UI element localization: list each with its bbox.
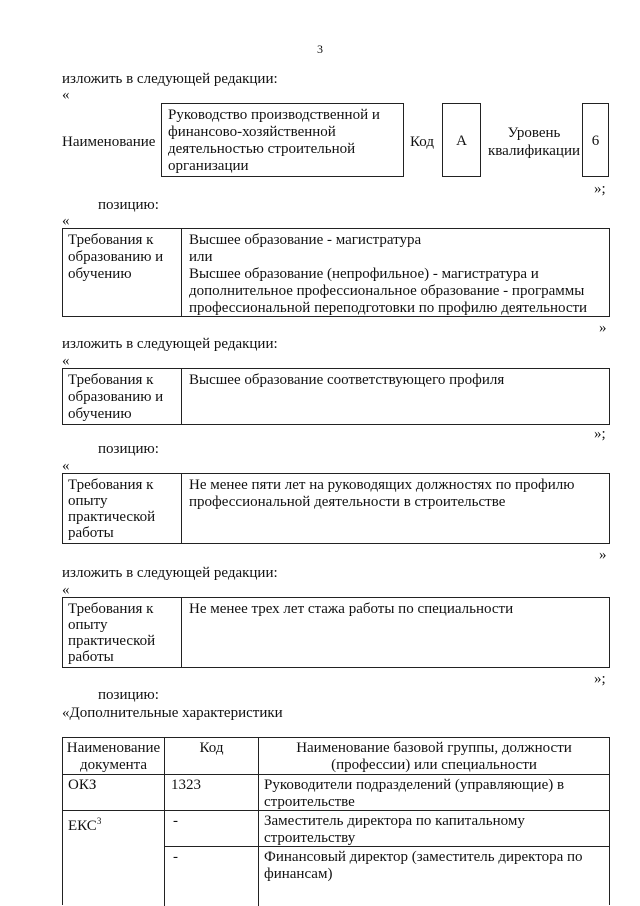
req-label: работы: [68, 649, 114, 665]
table-row-name: финансам): [264, 866, 333, 882]
req-label: работы: [68, 525, 114, 541]
table-row-code: -: [173, 849, 178, 865]
naimenovanie-label: Наименование: [62, 134, 156, 150]
header-doc: документа: [79, 757, 148, 773]
column-divider: [181, 369, 182, 424]
uroven-label: квалификации: [487, 143, 581, 159]
open-quote: «: [62, 582, 70, 598]
req-value: Высшее образование (непрофильное) - магистратура и: [189, 266, 539, 282]
open-quote: «: [62, 213, 70, 229]
header-doc: Наименование: [66, 740, 161, 756]
dop-title: «Дополнительные характеристики: [62, 705, 283, 721]
column-divider: [181, 229, 182, 316]
req-label: Требования к: [68, 477, 154, 493]
close-quote: »;: [594, 671, 606, 687]
req-value: Высшее образование - магистратура: [189, 232, 422, 248]
req-label: практической: [68, 509, 156, 525]
intro-edit-1: изложить в следующей редакции:: [62, 71, 278, 87]
row-divider: [63, 774, 609, 775]
header-name: (профессии) или специальности: [331, 757, 537, 773]
close-quote: »;: [594, 181, 606, 197]
naimenovanie-line: Руководство производственной и: [168, 107, 380, 123]
naimenovanie-line: организации: [168, 158, 249, 174]
req-value: Не менее трех лет стажа работы по специальности: [189, 601, 514, 617]
req-label: опыту: [68, 617, 108, 633]
req-label: образованию и: [68, 389, 164, 405]
table-row-doc: ОКЗ: [68, 777, 97, 793]
intro-edit-2: изложить в следующей редакции:: [62, 336, 278, 352]
requirements-table-1: [62, 228, 610, 317]
naimenovanie-line: деятельностью строительной: [168, 141, 356, 157]
close-quote: »: [599, 320, 607, 336]
table-row-name: строительству: [264, 830, 356, 846]
column-divider: [181, 474, 182, 543]
table-row-name: Финансовый директор (заместитель директора по: [264, 849, 583, 865]
open-quote: «: [62, 353, 70, 369]
kod-label: Код: [410, 134, 434, 150]
req-value: профессиональной деятельности в строительстве: [189, 494, 506, 510]
uroven-label: Уровень: [507, 125, 561, 141]
naimenovanie-box: [161, 103, 404, 177]
requirements-table-2: [62, 368, 610, 425]
dop-table: [62, 737, 610, 905]
requirements-table-3: [62, 473, 610, 544]
intro-position: позицию:: [98, 197, 159, 213]
column-divider: [181, 598, 182, 667]
table-row-doc: ЕКС$^3$: [68, 816, 102, 834]
open-quote: «: [62, 458, 70, 474]
requirements-table-4: [62, 597, 610, 668]
header-name: Наименование базовой группы, должности: [296, 740, 572, 756]
intro-position: позицию:: [98, 687, 159, 703]
req-label: Требования к: [68, 232, 154, 248]
req-value: дополнительное профессиональное образование - программы: [189, 283, 585, 299]
req-label: Требования к: [68, 601, 154, 617]
req-value: Не менее пяти лет на руководящих должностях по профилю: [189, 477, 575, 493]
table-row-name: Руководители подразделений (управляющие) в: [264, 777, 565, 793]
row-divider: [164, 846, 609, 847]
req-label: образованию и: [68, 249, 164, 265]
req-label: практической: [68, 633, 156, 649]
table-row-name: Заместитель директора по капитальному: [264, 813, 525, 829]
close-quote: »;: [594, 426, 606, 442]
footnote-marker: 3: [96, 816, 102, 826]
header-code: Код: [199, 740, 224, 756]
req-label: обучению: [68, 406, 132, 422]
intro-edit-3: изложить в следующей редакции:: [62, 565, 278, 581]
table-row-code: -: [173, 813, 178, 829]
kod-value: А: [456, 133, 467, 149]
req-label: обучению: [68, 266, 132, 282]
kod-box: [442, 103, 481, 177]
req-value: профессиональной переподготовки по профилю деятельности: [189, 300, 588, 316]
table-row-name: строительстве: [264, 794, 355, 810]
req-value: или: [189, 249, 213, 265]
naimenovanie-line: финансово-хозяйственной: [168, 124, 336, 140]
intro-position: позицию:: [98, 441, 159, 457]
req-label: Требования к: [68, 372, 154, 388]
uroven-value: 6: [591, 133, 600, 149]
column-divider: [164, 738, 165, 906]
page-number: 3: [317, 42, 323, 56]
req-label: опыту: [68, 493, 108, 509]
uroven-box: [582, 103, 609, 177]
close-quote: »: [599, 547, 607, 563]
open-quote: «: [62, 87, 70, 103]
req-value: Высшее образование соответствующего профиля: [189, 372, 505, 388]
table-row-code: 1323: [171, 777, 201, 793]
